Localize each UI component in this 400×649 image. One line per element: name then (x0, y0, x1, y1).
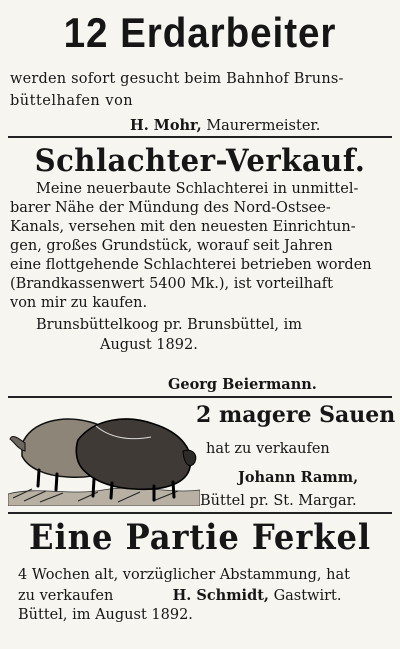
ad1-headline: 12 Erdarbeiter (63, 9, 337, 56)
divider-3 (8, 512, 392, 514)
ad3-line1: hat zu verkaufen (206, 441, 330, 457)
pigs-illustration (8, 402, 200, 506)
divider-2 (8, 396, 392, 398)
ad2-body-line-3: Kanals, versehen mit den neuesten Einrichtun- (10, 219, 356, 235)
ad4-line1: 4 Wochen alt, vorzüglicher Abstammung, hat (18, 567, 350, 583)
ad3-place: Büttel pr. St. Margar. (200, 493, 357, 509)
ad1-name: H. Mohr, (130, 117, 202, 134)
ad2-signature: Georg Beiermann. (168, 376, 317, 393)
ad1-signature (130, 116, 320, 136)
ad2-body-line-2: barer Nähe der Mündung des Nord-Ostsee- (10, 200, 331, 216)
ad4-line3: Büttel, im August 1892. (18, 607, 193, 623)
divider-1 (8, 136, 392, 138)
ad3-name: Johann Ramm, (238, 469, 359, 486)
ad2-body-line-5: eine flottgehende Schlachterei betrieben worden (10, 257, 372, 273)
ad2-body-line-7: von mir zu kaufen. (10, 295, 148, 311)
ad2-body-line-1: Meine neuerbaute Schlachterei in unmittel- (36, 181, 359, 197)
ad3-headline: 2 magere Sauen (196, 402, 396, 428)
ad2-place-line-2: August 1892. (100, 337, 198, 353)
ad4-headline: Eine Partie Ferkel (28, 517, 372, 558)
ad4-name: H. Schmidt, (172, 587, 269, 604)
ad1-line1: werden sofort gesucht beim Bahnhof Bruns- (10, 71, 344, 87)
ad2-headline: Schlachter-Verkauf. (34, 143, 366, 179)
ad1-line2: büttelhafen von (10, 93, 134, 109)
ad1-role: Maurermeister. (206, 118, 321, 134)
ad4-line2 (18, 586, 341, 606)
ad4-role: Gastwirt. (273, 588, 342, 604)
ad2-body-line-6: (Brandkassenwert 5400 Mk.), ist vorteilhaft (10, 276, 333, 292)
ad2-body-line-4: gen, großes Grundstück, worauf seit Jahren (10, 238, 333, 254)
ad4-sell-text: zu verkaufen (18, 588, 114, 604)
ad2-place-line-1: Brunsbüttelkoog pr. Brunsbüttel, im (36, 317, 302, 333)
